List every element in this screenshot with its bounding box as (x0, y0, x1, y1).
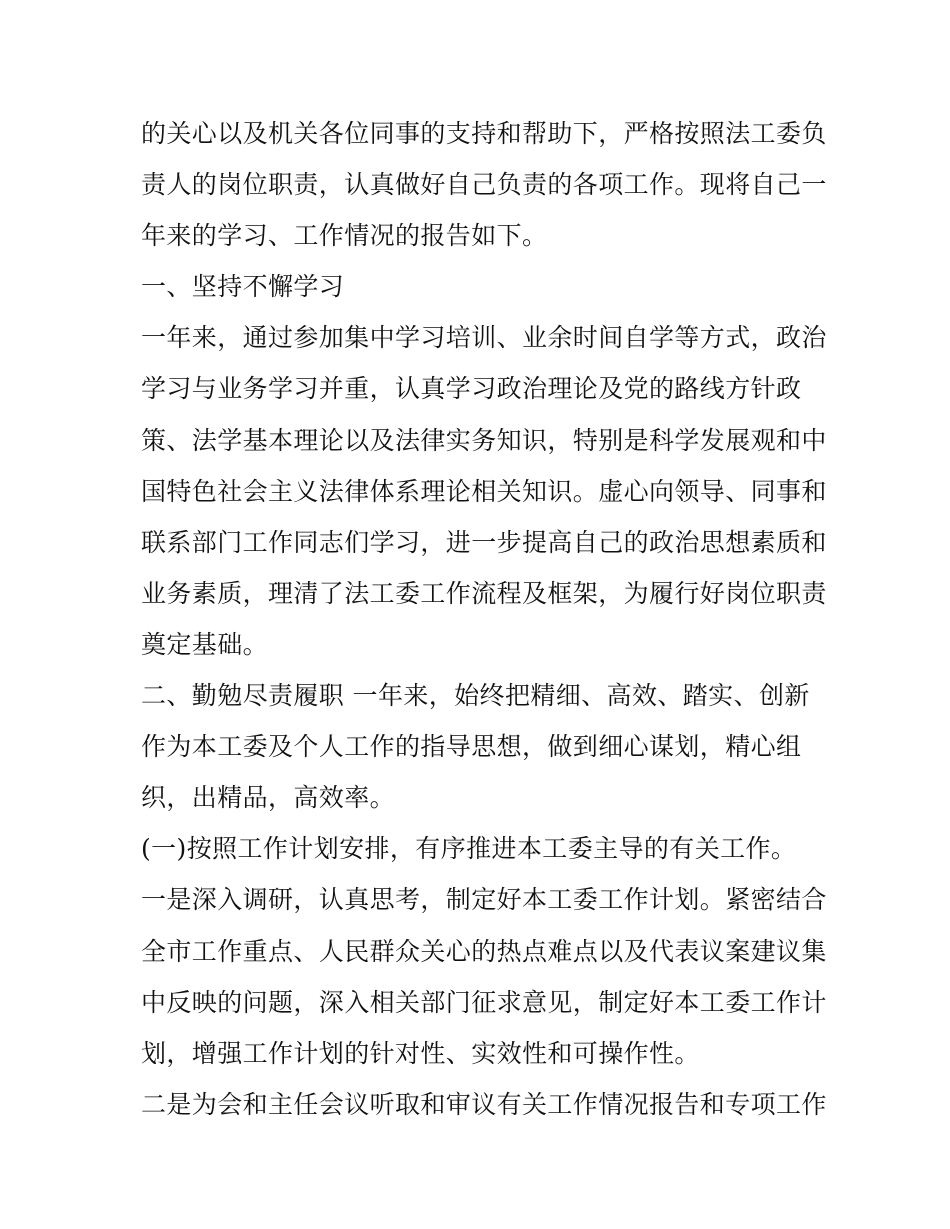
text-line: 二是为会和主任会议听取和审议有关工作情况报告和专项工作 (141, 1089, 827, 1119)
text-line: 的关心以及机关各位同事的支持和帮助下，严格按照法工委负 (141, 119, 827, 148)
text-line: 织，出精品，高效率。 (141, 783, 396, 813)
text-line: 业务素质，理清了法工委工作流程及框架，为履行好岗位职责 (141, 578, 827, 608)
text-line: 一年来，通过参加集中学习培训、业余时间自学等方式，政治 (141, 323, 827, 353)
document-body (141, 108, 827, 1130)
text-line: 划，增强工作计划的针对性、实效性和可操作性。 (141, 1038, 700, 1068)
text-line: 策、法学基本理论以及法律实务知识，特别是科学发展观和中 (141, 425, 827, 455)
section-heading: 一、坚持不懈学习 (141, 272, 345, 302)
text-line: 联系部门工作同志们学习，进一步提高自己的政治思想素质和 (141, 527, 827, 557)
subsection-heading: (一)按照工作计划安排，有序推进本工委主导的有关工作。 (141, 834, 797, 864)
text-line: 奠定基础。 (141, 629, 269, 659)
text-line: 国特色社会主义法律体系理论相关知识。虚心向领导、同事和 (141, 476, 827, 506)
text-line: 责人的岗位职责，认真做好自己负责的各项工作。现将自己一 (141, 170, 827, 200)
text-line: 作为本工委及个人工作的指导思想，做到细心谋划，精心组 (141, 732, 802, 762)
text-line: 全市工作重点、人民群众关心的热点难点以及代表议案建议集 (141, 936, 827, 966)
text-line: 中反映的问题，深入相关部门征求意见，制定好本工委工作计 (141, 987, 827, 1017)
text-line: 一是深入调研，认真思考，制定好本工委工作计划。紧密结合 (141, 885, 827, 915)
text-line: 学习与业务学习并重，认真学习政治理论及党的路线方针政 (141, 374, 802, 404)
text-line: 年来的学习、工作情况的报告如下。 (141, 221, 548, 251)
section-heading: 二、勤勉尽责履职 一年来，始终把精细、高效、踏实、创新 (141, 681, 810, 711)
